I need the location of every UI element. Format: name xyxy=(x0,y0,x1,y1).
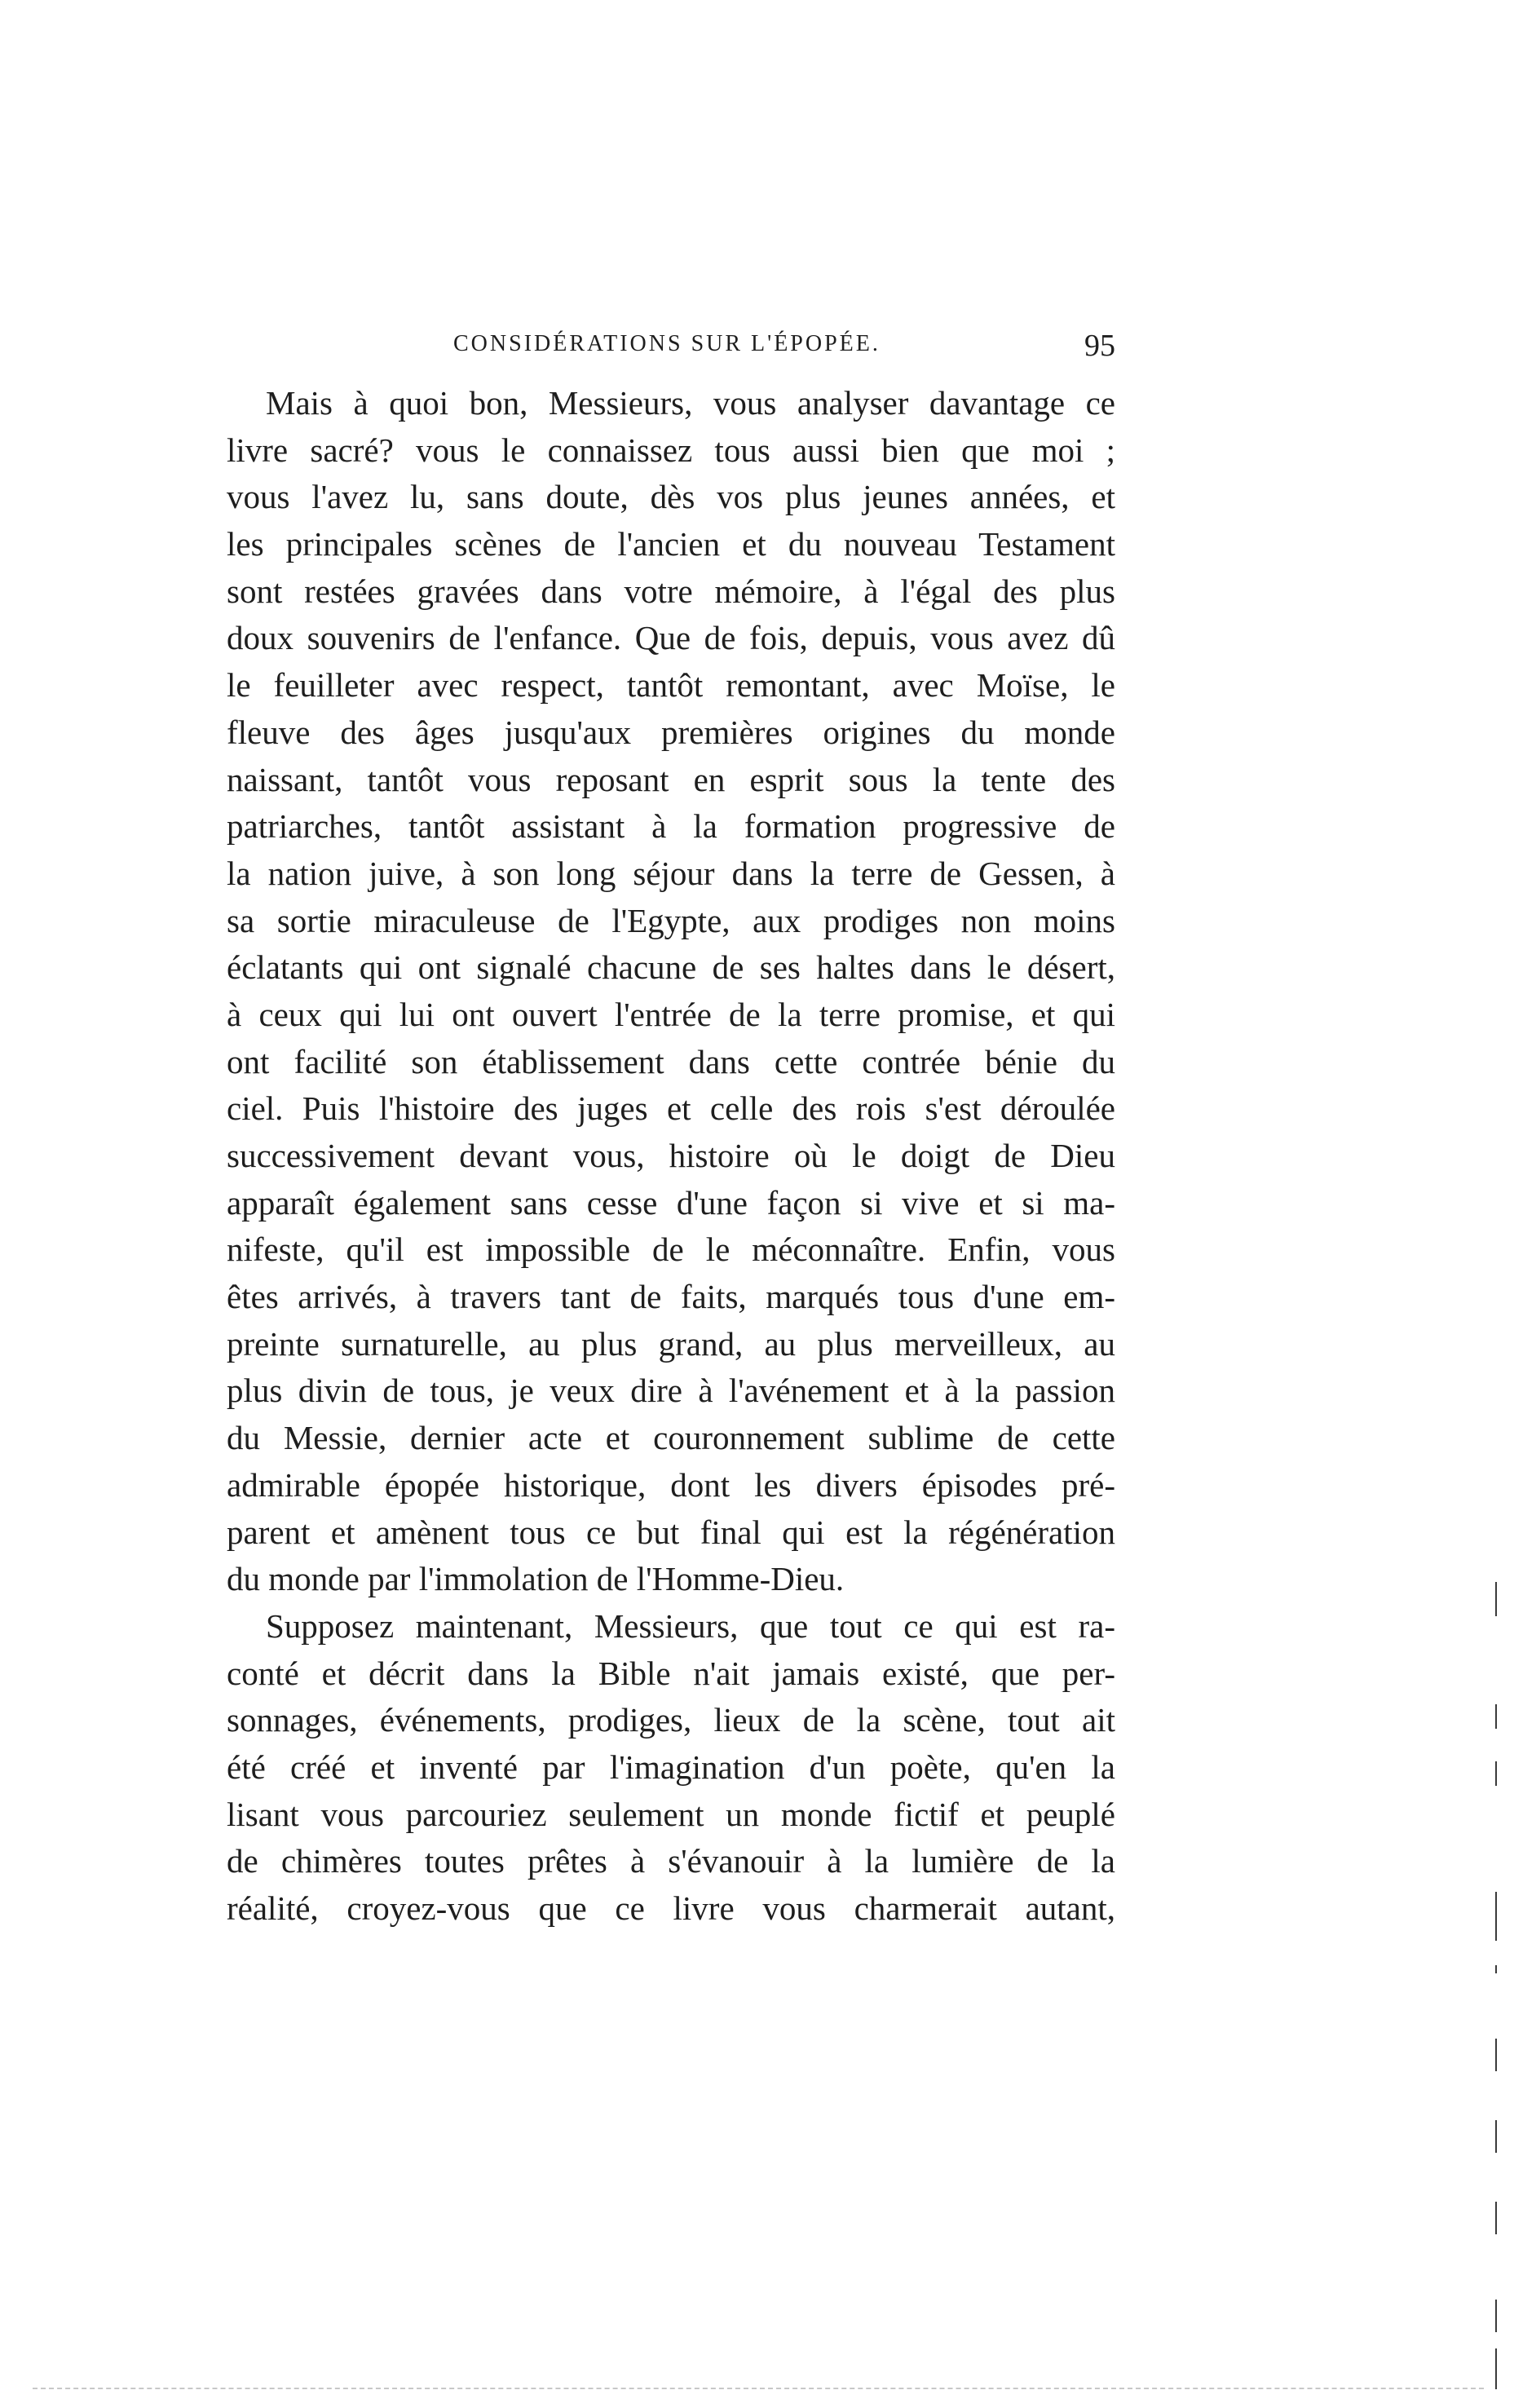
running-head xyxy=(227,331,1115,372)
text-line: du monde par l'immolation de l'Homme-Dieu. xyxy=(227,1560,845,1598)
scan-mark xyxy=(1495,1892,1497,1941)
text-line: doux souvenirs de l'enfance. Que de fois, depuis, vous avez dû xyxy=(227,619,1115,657)
text-line: conté et décrit dans la Bible n'ait jamais existé, que per- xyxy=(227,1654,1115,1692)
scan-mark xyxy=(1495,1582,1497,1616)
text-line: du Messie, dernier acte et couronnement sublime de cette xyxy=(227,1419,1115,1457)
text-line: plus divin de tous, je veux dire à l'avénement et à la passion xyxy=(227,1372,1115,1410)
scan-mark xyxy=(1495,2348,1497,2389)
text-line: à ceux qui lui ont ouvert l'entrée de la terre promise, et qui xyxy=(227,995,1115,1033)
text-line: fleuve des âges jusqu'aux premières origines du monde xyxy=(227,713,1115,751)
text-line: lisant vous parcouriez seulement un monde fictif et peuplé xyxy=(227,1795,1115,1833)
scan-mark xyxy=(1495,1761,1497,1786)
text-line: de chimères toutes prêtes à s'évanouir à la lumière de la xyxy=(227,1842,1115,1880)
text-line: sa sortie miraculeuse de l'Egypte, aux prodiges non moins xyxy=(227,901,1115,939)
text-line: les principales scènes de l'ancien et du nouveau Testament xyxy=(227,525,1115,563)
text-line: patriarches, tantôt assistant à la formation progressive de xyxy=(227,807,1115,846)
text-line: réalité, croyez-vous que ce livre vous charmerait autant, xyxy=(227,1889,1115,1927)
text-line: le feuilleter avec respect, tantôt remontant, avec Moïse, le xyxy=(227,666,1115,705)
text-line: été créé et inventé par l'imagination d'un poète, qu'en la xyxy=(227,1747,1115,1786)
body-text xyxy=(227,380,1115,1933)
text-line: successivement devant vous, histoire où le doigt de Dieu xyxy=(227,1137,1115,1174)
scan-bottom-edge xyxy=(33,2388,1484,2389)
scan-mark xyxy=(1495,2300,1497,2332)
text-line: êtes arrivés, à travers tant de faits, marqués tous d'une em- xyxy=(227,1278,1115,1316)
text-line: parent et amènent tous ce but final qui est la régénération xyxy=(227,1513,1115,1551)
text-line: admirable épopée historique, dont les divers épisodes pré- xyxy=(227,1465,1115,1504)
scan-margin-marks xyxy=(1492,1582,1500,2397)
text-line: livre sacré? vous le connaissez tous aussi bien que moi ; xyxy=(227,431,1115,469)
page-number: 95 xyxy=(1084,329,1115,363)
scan-mark xyxy=(1495,2202,1497,2234)
text-line: apparaît également sans cesse d'une façon si vive et si ma- xyxy=(227,1183,1115,1222)
text-line: ciel. Puis l'histoire des juges et celle des rois s'est déroulée xyxy=(227,1089,1115,1128)
running-title: CONSIDÉRATIONS SUR L'ÉPOPÉE. xyxy=(453,331,881,356)
text-line: Supposez maintenant, Messieurs, que tout ce qui est ra- xyxy=(266,1606,1115,1645)
text-line: la nation juive, à son long séjour dans la terre de Gessen, à xyxy=(227,854,1115,892)
text-line: nifeste, qu'il est impossible de le méconnaître. Enfin, vous xyxy=(227,1231,1115,1269)
text-line: preinte surnaturelle, au plus grand, au plus merveilleux, au xyxy=(227,1324,1115,1363)
text-line: vous l'avez lu, sans doute, dès vos plus jeunes années, et xyxy=(227,478,1115,516)
scan-mark xyxy=(1495,1704,1497,1729)
text-line: sont restées gravées dans votre mémoire, à l'égal des plus xyxy=(227,572,1115,610)
scan-mark xyxy=(1495,1965,1497,1973)
scan-mark xyxy=(1495,2039,1497,2071)
text-line: ont facilité son établissement dans cette contrée bénie du xyxy=(227,1042,1115,1080)
scan-mark xyxy=(1495,2120,1497,2153)
text-line: sonnages, événements, prodiges, lieux de la scène, tout ait xyxy=(227,1701,1115,1739)
text-line: Mais à quoi bon, Messieurs, vous analyser davantage ce xyxy=(266,384,1115,422)
text-line: naissant, tantôt vous reposant en esprit sous la tente des xyxy=(227,760,1115,798)
text-line: éclatants qui ont signalé chacune de ses haltes dans le désert, xyxy=(227,948,1115,987)
